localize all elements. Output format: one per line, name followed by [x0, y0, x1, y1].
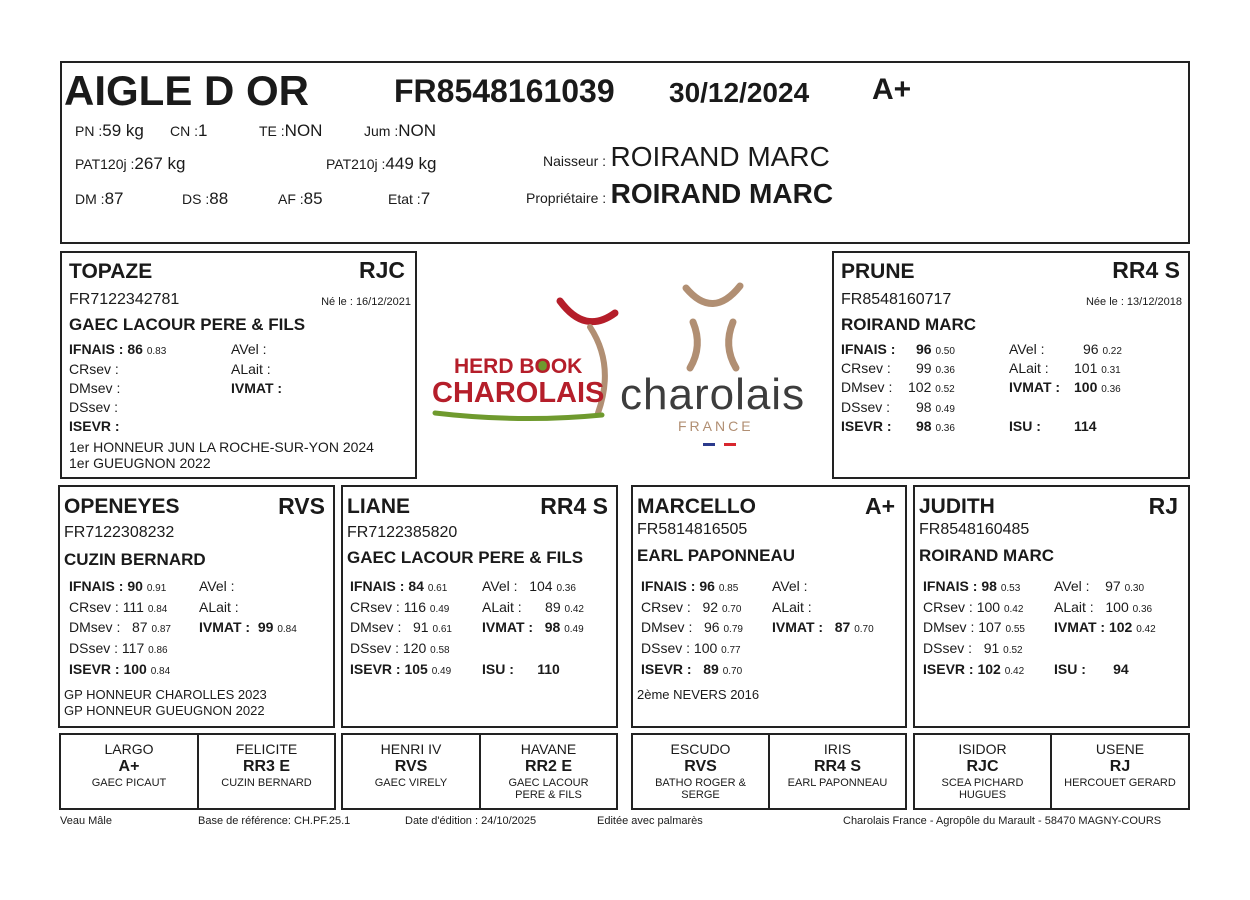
father-avel: AVel : — [231, 341, 267, 357]
gp-dssev: DSsev : 100 0.77 — [641, 640, 741, 656]
gp-palmares-1: GP HONNEUR CHAROLLES 2023 — [64, 687, 267, 702]
ggp-name: ESCUDO — [670, 741, 731, 757]
footer-address: Charolais France - Agropôle du Marault - 58470 MAGNY-COURS — [843, 815, 1162, 827]
footer-edition-date: Date d'édition : 24/10/2025 — [405, 815, 537, 827]
gp-ivmat: IVMAT : 99 0.84 — [199, 619, 297, 635]
charolais-france-logo — [618, 278, 828, 453]
gp-avel: AVel : — [772, 578, 808, 594]
gp-crsev: CRsev : 100 0.42 — [923, 599, 1024, 615]
gp-qualification: RJ — [1148, 493, 1178, 519]
animal-birth-date: 30/12/2024 — [669, 77, 810, 108]
gp-palmares-2: GP HONNEUR GUEUGNON 2022 — [64, 703, 265, 718]
gp-owner: EARL PAPONNEAU — [637, 546, 796, 565]
mother-dssev-value: 98 0.49 — [916, 399, 955, 415]
gp-isu: ISU : 110 — [482, 661, 560, 677]
great-grandparent-iris — [768, 733, 907, 810]
gp-dmsev: DMsev : 96 0.79 — [641, 619, 743, 635]
great-grandparent-felicite — [197, 733, 336, 810]
great-grandparent-henri-iv — [341, 733, 481, 810]
gp-alait: ALait : — [199, 599, 239, 615]
ggp-qualification: A+ — [118, 758, 140, 775]
ggp-owner: BATHO ROGER & SERGE — [655, 777, 746, 801]
mother-dmsev-value: 102 0.52 — [908, 379, 955, 395]
ggp-owner: HERCOUET GERARD — [1064, 777, 1176, 789]
gp-qualification: RVS — [278, 493, 325, 519]
mother-isu-value: 114 — [1074, 418, 1097, 434]
herdbook-logo — [430, 295, 630, 425]
gp-id: FR5814816505 — [637, 521, 748, 538]
gp-dssev: DSsev : 117 0.86 — [69, 640, 168, 656]
charolais-word: charolais — [620, 370, 806, 419]
ggp-qualification: RJ — [1109, 758, 1131, 775]
gp-id: FR8548160485 — [919, 521, 1030, 538]
ggp-owner: GAEC LACOUR PERE & FILS — [508, 777, 589, 801]
gp-alait: ALait : 89 0.42 — [482, 599, 584, 615]
flag-red-bar — [724, 443, 736, 446]
ggp-name: FELICITE — [235, 741, 298, 757]
gp-dmsev: DMsev : 91 0.61 — [350, 619, 452, 635]
herdbook-top-text: HERD BOOK — [454, 355, 583, 378]
father-ivmat: IVMAT : — [231, 380, 283, 396]
father-qualification: RJC — [358, 257, 405, 283]
gp-ivmat: IVMAT : 98 0.49 — [482, 619, 584, 635]
gp-avel: AVel : 104 0.36 — [482, 578, 576, 594]
gp-dmsev: DMsev : 87 0.87 — [69, 619, 171, 635]
gp-ivmat: IVMAT : 87 0.70 — [772, 619, 874, 635]
gp-alait: ALait : — [772, 599, 812, 615]
ggp-name: HAVANE — [520, 741, 577, 757]
ggp-name: IRIS — [823, 741, 852, 757]
mother-isevr: ISEVR : — [841, 418, 892, 434]
gp-ifnais: IFNAIS : 90 0.91 — [69, 578, 167, 594]
jum-field: Jum :NON — [364, 121, 437, 140]
mother-name: PRUNE — [841, 260, 915, 283]
gp-dssev: DSsev : 91 0.52 — [923, 640, 1023, 656]
ggp-owner: CUZIN BERNARD — [221, 777, 312, 789]
ggp-qualification: RJC — [966, 758, 999, 775]
father-id: FR7122342781 — [69, 291, 180, 308]
flag-blue-bar — [703, 443, 715, 446]
gp-qualification: RR4 S — [540, 493, 608, 519]
te-field: TE :NON — [259, 121, 323, 140]
herdbook-main-text: CHAROLAIS — [432, 377, 605, 409]
mother-ivmat-value: 100 0.36 — [1074, 379, 1121, 395]
gp-isevr: ISEVR : 100 0.84 — [69, 661, 171, 677]
father-alait: ALait : — [231, 361, 271, 377]
gp-name: LIANE — [347, 495, 410, 518]
gp-dmsev: DMsev : 107 0.55 — [923, 619, 1025, 635]
grandparent-box-liane — [341, 485, 618, 728]
gp-crsev: CRsev : 111 0.84 — [69, 599, 168, 615]
pat210-field: PAT210j :449 kg — [326, 154, 437, 173]
father-ifnais: IFNAIS : 86 0.83 — [69, 341, 167, 357]
father-palmares-2: 1er GUEUGNON 2022 — [69, 455, 211, 471]
france-word: FRANCE — [678, 418, 754, 434]
grandparent-box-judith — [913, 485, 1190, 728]
ggp-qualification: RR3 E — [242, 758, 291, 775]
gp-id: FR7122308232 — [64, 524, 175, 541]
ggp-owner: EARL PAPONNEAU — [787, 777, 888, 789]
mother-alait-value: 101 0.31 — [1074, 360, 1121, 376]
ggp-qualification: RVS — [394, 758, 428, 775]
gp-avel: AVel : 97 0.30 — [1054, 578, 1145, 594]
gp-owner: ROIRAND MARC — [919, 546, 1055, 565]
mother-box — [832, 251, 1190, 479]
mother-ifnais: IFNAIS : — [841, 341, 896, 357]
pn-field: PN :59 kg — [75, 121, 144, 140]
mother-birth: Née le : 13/12/2018 — [1085, 296, 1182, 308]
gp-crsev: CRsev : 116 0.49 — [350, 599, 450, 615]
af-field: AF :85 — [278, 189, 323, 208]
animal-header-box — [60, 61, 1190, 244]
mother-isu: ISU : — [1009, 418, 1041, 434]
dm-field: DM :87 — [75, 189, 124, 208]
gp-ivmat: IVMAT : 102 0.42 — [1054, 619, 1156, 635]
father-box — [60, 251, 417, 479]
gp-ifnais: IFNAIS : 84 0.61 — [350, 578, 448, 594]
ggp-owner: GAEC PICAUT — [91, 777, 167, 789]
great-grandparent-largo — [59, 733, 199, 810]
ggp-qualification: RR4 S — [813, 758, 862, 775]
animal-name: AIGLE D OR — [64, 67, 310, 114]
gp-owner: GAEC LACOUR PERE & FILS — [347, 548, 584, 567]
gp-dssev: DSsev : 120 0.58 — [350, 640, 450, 656]
gp-isevr: ISEVR : 102 0.42 — [923, 661, 1025, 677]
great-grandparent-havane — [479, 733, 618, 810]
father-name: TOPAZE — [69, 260, 153, 283]
father-crsev: CRsev : — [69, 361, 119, 377]
father-owner: GAEC LACOUR PERE & FILS — [69, 315, 306, 334]
ggp-owner: GAEC VIRELY — [374, 777, 448, 789]
father-dssev: DSsev : — [69, 399, 119, 415]
gp-name: JUDITH — [919, 495, 995, 518]
great-grandparent-escudo — [631, 733, 770, 810]
ds-field: DS :88 — [182, 189, 229, 208]
proprietaire-field: Propriétaire : ROIRAND MARC — [526, 178, 834, 209]
great-grandparent-isidor — [913, 733, 1052, 810]
mother-isevr-value: 98 0.36 — [916, 418, 955, 434]
mother-dmsev: DMsev : — [841, 379, 893, 395]
ggp-qualification: RVS — [684, 758, 717, 775]
mother-ifnais-value: 96 0.50 — [916, 341, 955, 357]
etat-field: Etat :7 — [388, 189, 431, 208]
charolais-head-graphic — [618, 278, 828, 378]
gp-id: FR7122385820 — [347, 524, 458, 541]
grandparent-box-openeyes — [58, 485, 335, 728]
pat120-field: PAT120j :267 kg — [75, 154, 186, 173]
gp-owner: CUZIN BERNARD — [64, 550, 206, 569]
father-birth: Né le : 16/12/2021 — [321, 296, 411, 308]
footer-sex: Veau Mâle — [60, 815, 112, 827]
ggp-name: LARGO — [104, 741, 154, 757]
gp-crsev: CRsev : 92 0.70 — [641, 599, 742, 615]
grandparent-box-marcello — [631, 485, 907, 728]
ggp-qualification: RR2 E — [524, 758, 573, 775]
mother-qualification: RR4 S — [1112, 257, 1180, 283]
animal-id: FR8548161039 — [394, 73, 615, 109]
mother-dssev: DSsev : — [841, 399, 891, 415]
gp-isevr: ISEVR : 105 0.49 — [350, 661, 452, 677]
gp-alait: ALait : 100 0.36 — [1054, 599, 1153, 615]
ggp-owner: SCEA PICHARD HUGUES — [941, 777, 1024, 801]
father-palmares-1: 1er HONNEUR JUN LA ROCHE-SUR-YON 2024 — [69, 439, 374, 455]
gp-qualification: A+ — [864, 493, 895, 519]
footer-base: Base de référence: CH.PF.25.1 — [198, 815, 351, 827]
gp-avel: AVel : — [199, 578, 235, 594]
gp-isu: ISU : 94 — [1054, 661, 1129, 677]
mother-owner: ROIRAND MARC — [841, 315, 977, 334]
gp-ifnais: IFNAIS : 98 0.53 — [923, 578, 1021, 594]
ggp-name: ISIDOR — [958, 741, 1007, 757]
ggp-name: USENE — [1095, 741, 1145, 757]
footer-palmares-note: Editée avec palmarès — [597, 815, 703, 827]
gp-palmares-1: 2ème NEVERS 2016 — [637, 687, 760, 702]
father-dmsev: DMsev : — [69, 380, 121, 396]
cn-field: CN :1 — [170, 121, 208, 140]
mother-crsev: CRsev : — [841, 360, 891, 376]
gp-ifnais: IFNAIS : 96 0.85 — [641, 578, 739, 594]
mother-avel: AVel : — [1009, 341, 1045, 357]
father-isevr: ISEVR : — [69, 418, 120, 434]
animal-qualification: A+ — [872, 73, 912, 106]
mother-avel-value: 96 0.22 — [1083, 341, 1122, 357]
gp-isevr: ISEVR : 89 0.70 — [641, 661, 743, 677]
great-grandparent-usene — [1050, 733, 1190, 810]
naisseur-field: Naisseur : ROIRAND MARC — [543, 141, 830, 172]
gp-name: MARCELLO — [637, 495, 756, 518]
ggp-name: HENRI IV — [380, 741, 442, 757]
mother-id: FR8548160717 — [841, 291, 952, 308]
mother-crsev-value: 99 0.36 — [916, 360, 955, 376]
gp-name: OPENEYES — [64, 495, 180, 518]
mother-alait: ALait : — [1009, 360, 1049, 376]
mother-ivmat: IVMAT : — [1009, 379, 1061, 395]
